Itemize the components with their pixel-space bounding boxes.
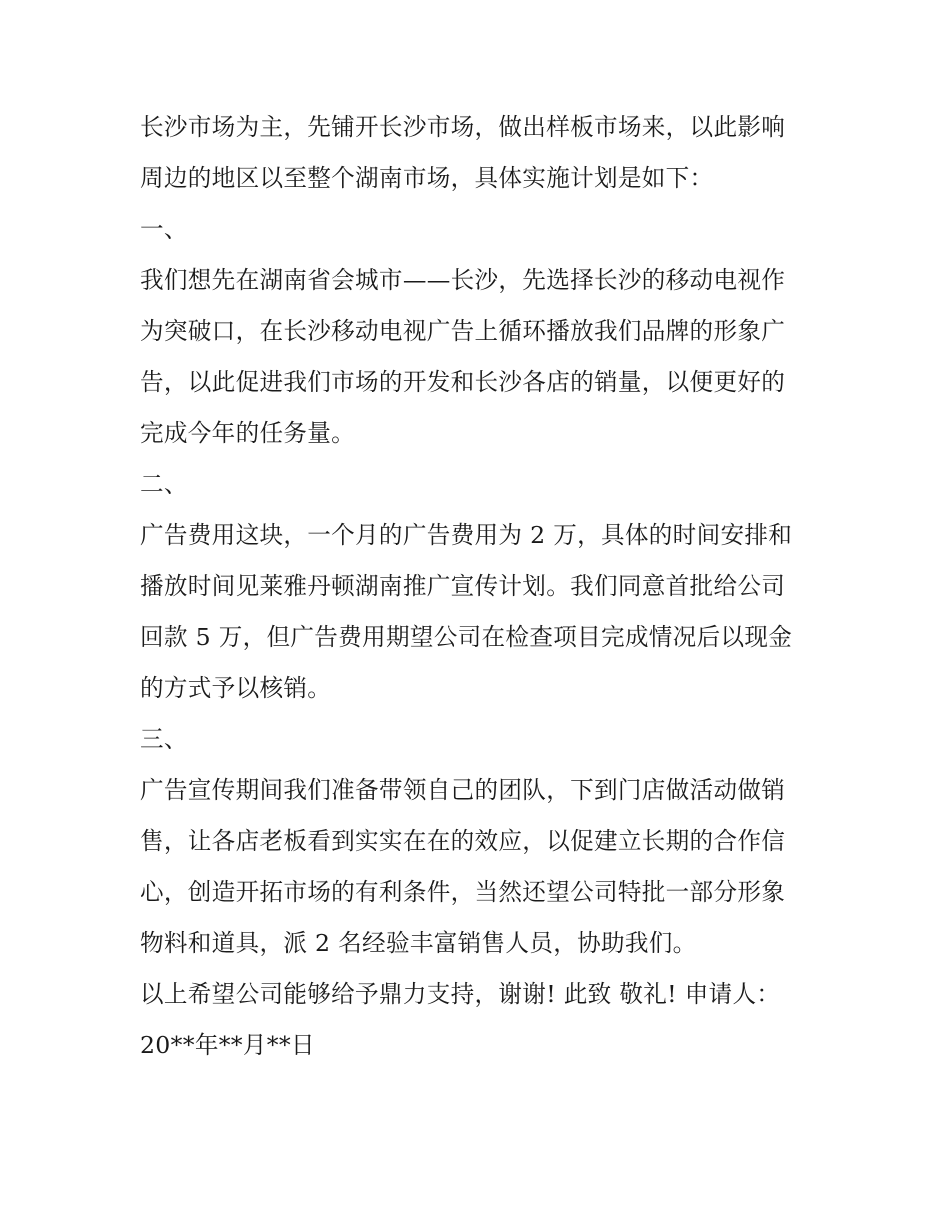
text-line: 物料和道具，派 2 名经验丰富销售人员，协助我们。 bbox=[140, 929, 697, 957]
text-line: 完成今年的任务量。 bbox=[140, 419, 356, 447]
text-line: 周边的地区以至整个湖南市场，具体实施计划是如下： bbox=[140, 164, 714, 192]
date-line: 20**年**月**日 bbox=[140, 1031, 315, 1059]
text-line: 心，创造开拓市场的有利条件，当然还望公司特批一部分形象 bbox=[140, 878, 786, 906]
text-line: 回款 5 万，但广告费用期望公司在检查项目完成情况后以现金 bbox=[140, 623, 793, 651]
section-heading: 三、 bbox=[140, 725, 188, 753]
text-line: 广告宣传期间我们准备带领自己的团队，下到门店做活动做销 bbox=[140, 776, 786, 804]
text-line: 售，让各店老板看到实实在在的效应，以促建立长期的合作信 bbox=[140, 827, 786, 855]
section-heading: 一、 bbox=[140, 215, 188, 243]
text-line: 广告费用这块，一个月的广告费用为 2 万，具体的时间安排和 bbox=[140, 521, 793, 549]
text-line: 长沙市场为主，先铺开长沙市场，做出样板市场来，以此影响 bbox=[140, 113, 786, 141]
text-line: 播放时间见莱雅丹顿湖南推广宣传计划。我们同意首批给公司 bbox=[140, 572, 786, 600]
text-line: 的方式予以核销。 bbox=[140, 674, 332, 702]
text-line: 告，以此促进我们市场的开发和长沙各店的销量，以便更好的 bbox=[140, 368, 786, 396]
text-line: 我们想先在湖南省会城市——长沙，先选择长沙的移动电视作 bbox=[140, 266, 786, 294]
closing-line: 以上希望公司能够给予鼎力支持，谢谢! 此致 敬礼! 申请人： bbox=[140, 980, 781, 1008]
document-body bbox=[140, 102, 820, 1071]
section-heading: 二、 bbox=[140, 470, 188, 498]
text-line: 为突破口，在长沙移动电视广告上循环播放我们品牌的形象广 bbox=[140, 317, 786, 345]
